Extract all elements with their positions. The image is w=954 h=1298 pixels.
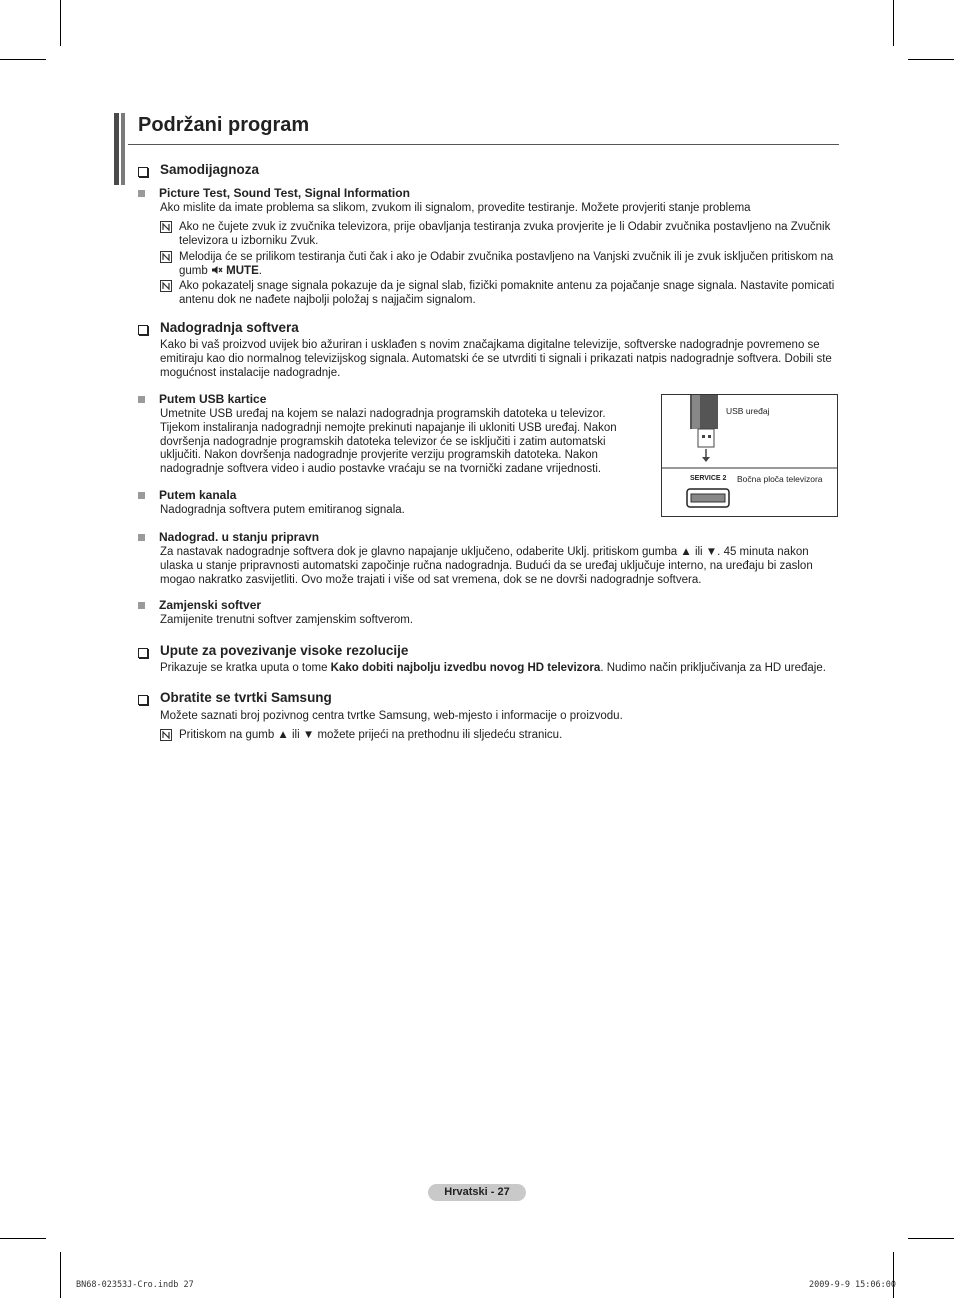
- nadogradnja-text: Kako bi vaš proizvod uvijek bio ažuriran i usklađen s novim značajkama digitalne televizije, softverske nadogradnje povremeno se emitiraju kao dio normalnog televizijskog signala. Automatski će se utvrditi ti signali i prikazati natpis nadogradnje softvera. Dobili ste mogućnost instalacije nadogradnje.: [160, 339, 832, 379]
- crop-mark: [908, 59, 954, 60]
- note-icon: [160, 221, 172, 233]
- note-icon: [160, 729, 172, 741]
- checkbox-square-icon: [138, 695, 148, 705]
- title-divider: [128, 144, 839, 145]
- checkbox-square-icon: [138, 167, 148, 177]
- section-heading-nadogradnja: Nadogradnja softvera: [138, 320, 299, 335]
- crop-mark: [893, 1252, 894, 1298]
- kanal-text: Nadogradnja softvera putem emitiranog signala.: [160, 504, 405, 516]
- crop-mark: [0, 1238, 46, 1239]
- square-bullet-icon: [138, 396, 145, 403]
- upute-text: Prikazuje se kratka uputa o tome Kako dobiti najbolju izvedbu novog HD televizora. Nudimo način priključivanja za HD uređaje.: [160, 662, 826, 674]
- note-icon: [160, 280, 172, 292]
- crop-mark: [60, 0, 61, 46]
- note-signal: Ako pokazatelj snage signala pokazuje da je signal slab, fizički pomaknite antenu za pojačanje snage signala. Nastavite pomicati antenu dok ne nađete najbolji položaj s najjačim signalom.: [160, 280, 840, 308]
- page-number-badge: Hrvatski - 27: [428, 1184, 526, 1201]
- footer-timestamp: 2009-9-9 15:06:00: [809, 1280, 896, 1290]
- zamjenski-text: Zamijenite trenutni softver zamjenskim softverom.: [160, 614, 414, 626]
- note-icon: [160, 251, 172, 263]
- footer-file-info: BN68-02353J-Cro.indb 27: [76, 1280, 194, 1290]
- sub-heading-kanal: Putem kanala: [138, 488, 236, 502]
- sub-heading-tests: Picture Test, Sound Test, Signal Information: [138, 186, 410, 200]
- square-bullet-icon: [138, 190, 145, 197]
- sub-heading-zamjenski: Zamjenski softver: [138, 598, 261, 612]
- crop-mark: [908, 1238, 954, 1239]
- section-heading-samsung: Obratite se tvrtki Samsung: [138, 690, 332, 705]
- square-bullet-icon: [138, 492, 145, 499]
- crop-mark: [0, 59, 46, 60]
- page-title: Podržani program: [138, 114, 310, 136]
- note-melody: Melodija će se prilikom testiranja čuti čak i ako je Odabir zvučnika postavljeno na Vanjski zvučnik ili je zvuk isključen pritiskom na gumb MUTE.: [160, 251, 840, 279]
- service-port-label: SERVICE 2: [690, 475, 727, 482]
- square-bullet-icon: [138, 534, 145, 541]
- usb-text: Umetnite USB uređaj na kojem se nalazi nadogradnja programskih datoteka u televizor. Tijekom instaliranja nadogradnji nemojte prekinuti napajanje ili ukloniti USB uređaj. Nakon dovršenja nadogradnje programskih datoteka televizor će se isključiti i zatim automatski uključiti. Nakon dovršenja nadogradnje provjerite verziju programskih datoteka. Nakon nadogradnje softvera video i audio postavke vraćaju se na tvornički zadane vrijednosti.: [160, 408, 617, 476]
- tv-side-panel-label: Bočna ploča televizora: [737, 474, 823, 484]
- usb-device-label: USB uređaj: [726, 406, 770, 416]
- note-speaker: Ako ne čujete zvuk iz zvučnika televizora, prije obavljanja testiranja zvuka provjerite je li Odabir zvučnika postavljeno na Zvučnik televizora u izborniku Zvuk.: [160, 221, 840, 249]
- samsung-text: Možete saznati broj pozivnog centra tvrtke Samsung, web-mjesto i informacije o proizvodu.: [160, 710, 623, 722]
- samodijagnoza-text: Ako mislite da imate problema sa slikom, zvukom ili signalom, provedite testiranje. Možete provjeriti stanje problema: [160, 202, 751, 214]
- mute-icon: [211, 265, 223, 275]
- pripravn-text: Za nastavak nadogradnje softvera dok je glavno napajanje uključeno, odaberite Uklj. pritiskom gumba ▲ ili ▼. 45 minuta nakon ulaska u stanje pripravnosti automatski započinje ručna nadogradnja. Budući da se uređaj uključuje interno, na uređaju bi zaslon mogao nakratko zasvijetliti. Ovo može trajati i više od sat vremena, dok se ne dovrši nadogradnje softvera.: [160, 546, 813, 586]
- checkbox-square-icon: [138, 325, 148, 335]
- usb-diagram: [661, 394, 838, 517]
- note-navigation: Pritiskom na gumb ▲ ili ▼ možete prijeći na prethodnu ili sljedeću stranicu.: [160, 729, 840, 743]
- section-heading-upute: Upute za povezivanje visoke rezolucije: [138, 643, 408, 658]
- crop-mark: [893, 0, 894, 46]
- crop-mark: [60, 1252, 61, 1298]
- section-heading-samodijagnoza: Samodijagnoza: [138, 162, 259, 177]
- checkbox-square-icon: [138, 648, 148, 658]
- sub-heading-usb: Putem USB kartice: [138, 392, 266, 406]
- square-bullet-icon: [138, 602, 145, 609]
- sub-heading-pripravn: Nadograd. u stanju pripravn: [138, 530, 319, 544]
